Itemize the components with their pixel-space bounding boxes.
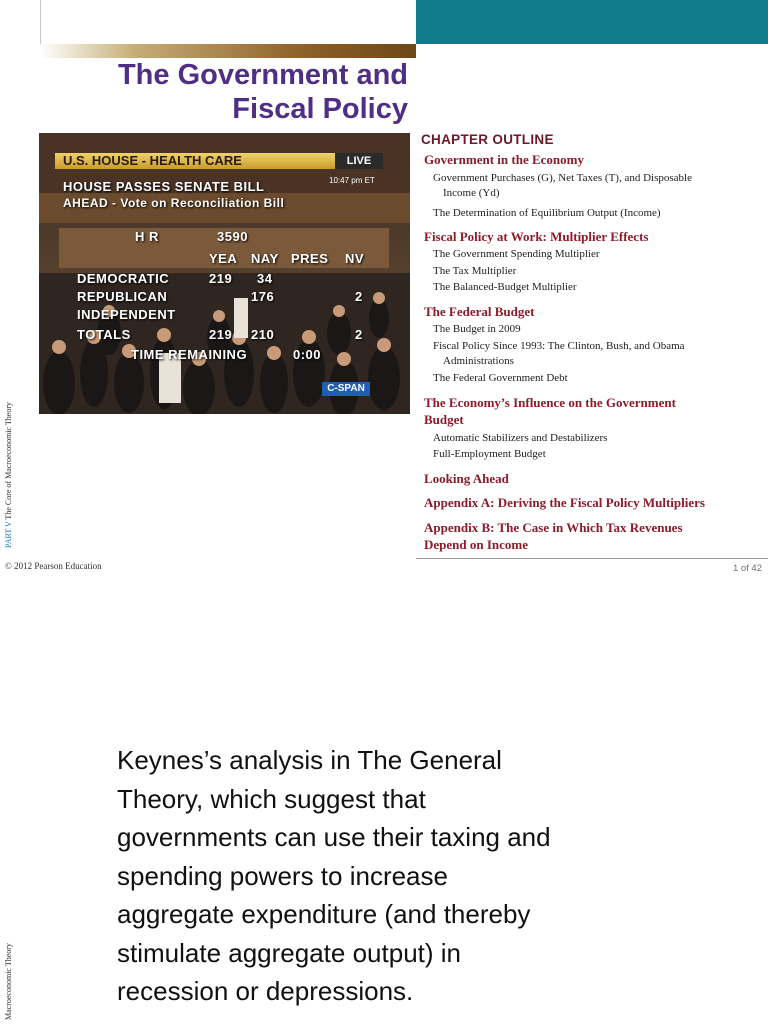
vertical-part-label-2: Macroeconomic Theory xyxy=(4,943,13,1020)
outline-section-title: Government in the Economy xyxy=(424,152,584,167)
outline-item: The Balanced-Budget Multiplier xyxy=(433,281,577,293)
cspan-logo: C-SPAN xyxy=(322,382,370,396)
outline-section-title: Appendix A: Deriving the Fiscal Policy Multipliers xyxy=(424,495,705,510)
row-totals-nv: 2 xyxy=(355,327,363,342)
col-nay: NAY xyxy=(251,251,279,266)
outline-section-title: Appendix B: The Case in Which Tax Revenues xyxy=(424,520,683,535)
slide-title-line-2: Fiscal Policy xyxy=(232,93,408,125)
news-banner: U.S. HOUSE - HEALTH CARE xyxy=(55,153,337,169)
outline-item: Full-Employment Budget xyxy=(433,448,546,460)
time-remaining-label: TIME REMAINING xyxy=(131,347,248,362)
overlay-line-1: HOUSE PASSES SENATE BILL xyxy=(63,179,265,194)
outline-item: The Tax Multiplier xyxy=(433,265,517,277)
row-democratic-nay: 34 xyxy=(257,271,273,286)
col-pres: PRES xyxy=(291,251,329,266)
outline-section-title-cont: Budget xyxy=(424,412,464,427)
outline-item: Fiscal Policy Since 1993: The Clinton, Bush, and Obama xyxy=(433,340,685,352)
copyright-notice: © 2012 Pearson Education xyxy=(5,561,102,571)
row-totals-nay: 210 xyxy=(251,327,275,342)
outline-item: Government Purchases (G), Net Taxes (T), and Disposable xyxy=(433,172,692,184)
outline-item: The Determination of Equilibrium Output (Income) xyxy=(433,207,661,219)
body-line: recession or depressions. xyxy=(117,976,414,1006)
outline-section-title: Fiscal Policy at Work: Multiplier Effects xyxy=(424,229,649,244)
time-remaining-value: 0:00 xyxy=(293,347,322,362)
page-number: 1 of 42 xyxy=(732,563,762,574)
hr-label: H R xyxy=(135,229,159,244)
outline-section-title: The Economy’s Influence on the Government xyxy=(424,395,676,410)
row-label-republican: REPUBLICAN xyxy=(77,289,168,304)
outline-item: The Federal Government Debt xyxy=(433,372,568,384)
header-teal-block xyxy=(416,0,768,44)
body-line: spending powers to increase xyxy=(117,860,448,891)
outline-section-title-cont: Depend on Income xyxy=(424,537,529,552)
footer-rule xyxy=(416,558,768,559)
outline-item: Automatic Stabilizers and Destabilizers xyxy=(433,432,608,444)
hr-number: 3590 xyxy=(217,229,248,244)
row-totals-yea: 219 xyxy=(209,327,233,342)
header-white-block xyxy=(40,0,417,44)
outline-item: The Government Spending Multiplier xyxy=(433,248,600,260)
row-republican-nv: 2 xyxy=(355,289,363,304)
body-line: governments can use their taxing and xyxy=(117,822,551,852)
body-line: Theory, which suggest that xyxy=(117,783,426,814)
body-line: Keynes’s analysis in The General xyxy=(117,745,502,775)
outline-item: Administrations xyxy=(443,355,514,367)
chapter-outline-heading: CHAPTER OUTLINE xyxy=(421,132,554,147)
slide-2-body xyxy=(117,741,717,1011)
col-yea: YEA xyxy=(209,251,238,266)
part-number: PART V xyxy=(4,521,13,548)
row-republican-nay: 176 xyxy=(251,289,275,304)
outline-item: Income (Yd) xyxy=(443,187,500,199)
row-label-democratic: DEMOCRATIC xyxy=(77,271,170,286)
row-label-independent: INDEPENDENT xyxy=(77,307,176,322)
live-badge: LIVE xyxy=(335,153,383,169)
slide-title xyxy=(40,58,408,126)
body-line: stimulate aggregate output) in xyxy=(117,937,461,968)
row-label-totals: TOTALS xyxy=(77,327,131,342)
body-line: aggregate expenditure (and thereby xyxy=(117,899,531,929)
house-vote-photo xyxy=(39,133,410,414)
outline-item: The Budget in 2009 xyxy=(433,323,521,335)
row-democratic-yea: 219 xyxy=(209,271,233,286)
header-gold-rule xyxy=(40,44,416,58)
outline-section-title: Looking Ahead xyxy=(424,471,509,486)
broadcast-clock: 10:47 pm ET xyxy=(329,176,375,185)
outline-section-title: The Federal Budget xyxy=(424,304,535,319)
col-nv: NV xyxy=(345,251,365,266)
vertical-part-label xyxy=(4,402,13,548)
overlay-line-2: AHEAD - Vote on Reconciliation Bill xyxy=(63,196,285,210)
part-title: The Core of Macroeconomic Theory xyxy=(4,401,13,520)
slide-title-line-1: The Government and xyxy=(117,59,408,91)
